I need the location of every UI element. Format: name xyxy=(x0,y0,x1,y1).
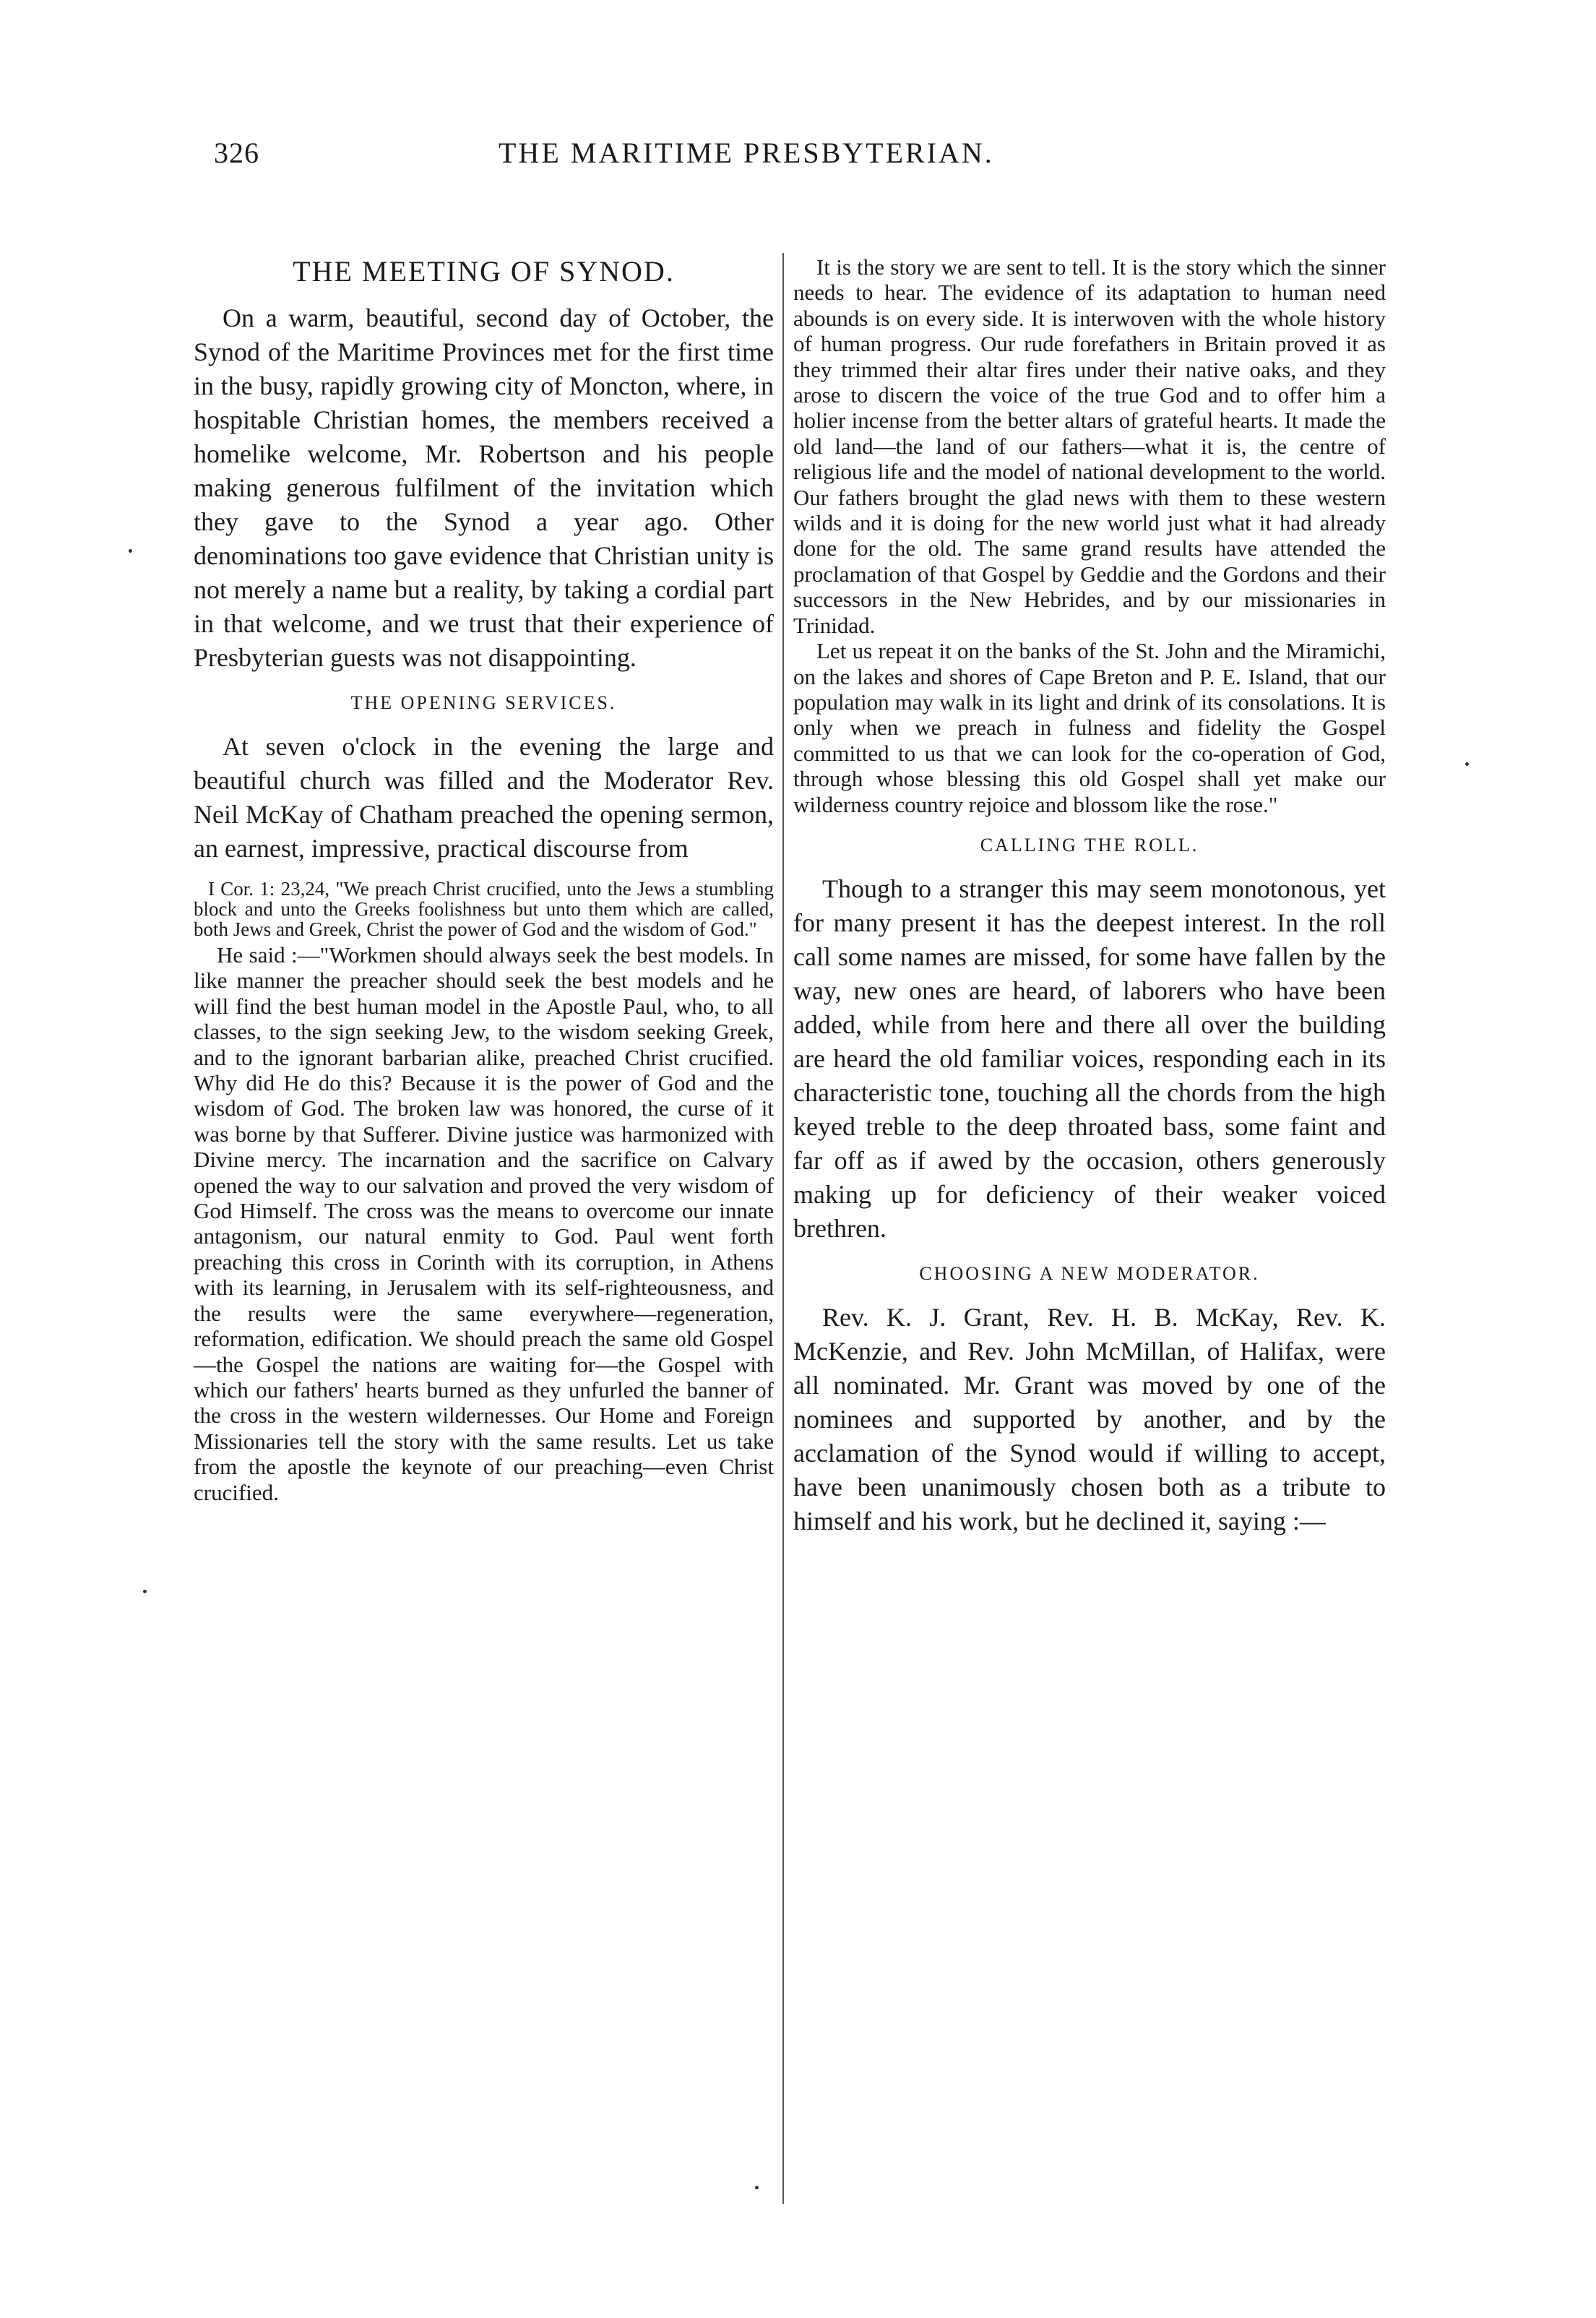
sermon-conclusion-paragraph: Let us repeat it on the banks of the St. John and the Miramichi, on the lakes and shores of Cape Breton and P. E. Island, that our population may walk in its light and drink of its consolations. It is only when we preach in fulness and fidelity the Gospel committed to us that we can look for the co-operation of God, through whose blessing this old Gospel shall yet make our wilderness country rejoice and blossom like the rose." xyxy=(793,638,1386,817)
intro-paragraph: On a warm, beautiful, second day of October, the Synod of the Maritime Provinces met for the first time in the busy, rapidly growing city of Moncton, where, in hospitable Christian homes, the members received a homelike welcome, Mr. Robertson and his people making generous fulfilment of the invitation which they gave to the Synod a year ago. Other denominations too gave evidence that Christian unity is not merely a name but a reality, by taking a cordial part in that welcome, and we trust that their experience of Presbyterian guests was not disappointing. xyxy=(194,303,774,672)
opening-services-heading: THE OPENING SERVICES. xyxy=(350,692,617,713)
page-number: 326 xyxy=(214,137,259,169)
opening-paragraph: At seven o'clock in the evening the large and beautiful church was filled and the Moderator Rev. Neil McKay of Chatham preached the opening sermon, an earnest, impressive, practical discourse from xyxy=(194,732,774,863)
running-head xyxy=(0,136,1596,179)
roll-heading: CALLING THE ROLL. xyxy=(980,834,1199,856)
ink-speck xyxy=(1465,762,1469,766)
scripture-quote: I Cor. 1: 23,24, "We preach Christ crucified, unto the Jews a stumbling block and unto the Greeks foolishness but unto them which are called, both Jews and Greek, Christ the power of God and the wisdom of God." xyxy=(194,878,774,940)
ink-speck xyxy=(143,1590,147,1593)
moderator-paragraph: Rev. K. J. Grant, Rev. H. B. McKay, Rev. K. McKenzie, and Rev. John McMillan, of Halifax, were all nominated. Mr. Grant was moved by one of the nominees and supported by another, and by the acclamation of the Synod would if willing to accept, have been unanimously chosen both as a tribute to himself and his work, but he declined it, saying :— xyxy=(793,1302,1386,1535)
article-title: THE MEETING OF SYNOD. xyxy=(293,255,675,288)
right-column xyxy=(793,254,1386,1538)
moderator-heading: CHOOSING A NEW MODERATOR. xyxy=(919,1262,1260,1284)
ink-speck xyxy=(755,2186,759,2189)
ink-speck xyxy=(129,549,132,553)
column-rule xyxy=(782,253,784,2204)
journal-title: THE MARITIME PRESBYTERIAN. xyxy=(499,137,994,169)
roll-paragraph: Though to a stranger this may seem monotonous, yet for many present it has the deepest interest. In the roll call some names are missed, for some have fallen by the way, new ones are heard, of laborers who have been added, while from here and there all over the building are heard the old familiar voices, responding each in its characteristic tone, touching all the chords from the high keyed treble to the deep throated bass, some faint and far off as if awed by the occasion, others generously making up for deficiency of their weaker voiced brethren. xyxy=(793,874,1386,1243)
sermon-continued-paragraph: It is the story we are sent to tell. It is the story which the sinner needs to hear. The evidence of its adaptation to human need abounds is on every side. It is interwoven with the whole history of human progress. Our rude forefathers in Britain proved it as they trimmed their altar fires under their native oaks, and they arose to discern the voice of the true God and to offer him a holier incense from the better altars of grateful hearts. It made the old land—the land of our fathers—what it is, the centre of religious life and the model of national development to the world. Our fathers brought the glad news with them to these western wilds and it is doing for the new world just what it had already done for the old. The same grand results have attended the proclamation of that Gospel by Geddie and the Gordons and their successors in the New Hebrides, and by our missionaries in Trinidad. xyxy=(793,254,1386,638)
left-column xyxy=(194,254,774,1505)
sermon-paragraph: He said :—"Workmen should always seek the best models. In like manner the preacher should seek the best models and he will find the best human model in the Apostle Paul, who, to all classes, to the sign seeking Jew, to the wisdom seeking Greek, and to the ignorant barbarian alike, preached Christ crucified. Why did He do this? Because it is the power of God and the wisdom of God. The broken law was honored, the curse of it was borne by that Sufferer. Divine justice was harmonized with Divine mercy. The incarnation and the sacrifice on Calvary opened the way to our salvation and proved the very wisdom of God Himself. The cross was the means to overcome our innate antagonism, our natural enmity to God. Paul went forth preaching this cross in Corinth with its corruption, in Athens with its learning, in Jerusalem with its self-righteousness, and the results were the same everywhere—regeneration, reformation, edification. We should preach the same old Gospel—the Gospel the nations are waiting for—the Gospel with which our fathers' hearts burned as they unfurled the banner of the cross in the western wildernesses. Our Home and Foreign Missionaries tell the story with the same results. Let us take from the apostle the keynote of our preaching—even Christ crucified. xyxy=(194,942,774,1505)
